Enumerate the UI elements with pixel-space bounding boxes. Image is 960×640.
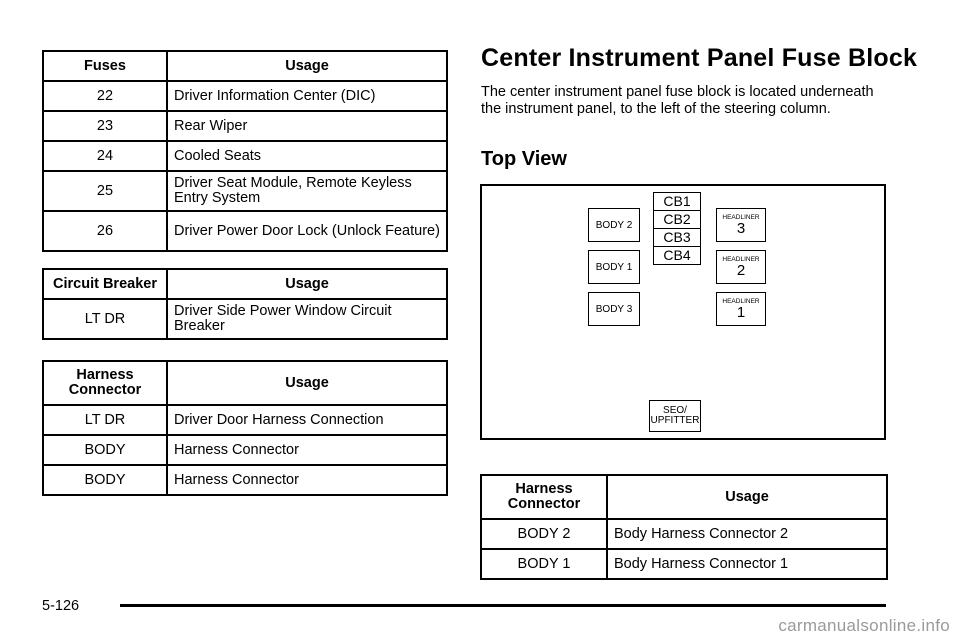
column-header: Harness Connector (481, 475, 607, 519)
table-header-row (43, 269, 447, 299)
fuse-number-cell: 23 (43, 111, 167, 141)
cb3-box (653, 228, 701, 247)
column-header: Harness Connector (43, 361, 167, 405)
headliner-1-box (716, 292, 766, 326)
box-label: BODY 2 (595, 219, 633, 231)
footer-divider (120, 604, 886, 607)
section-intro: The center instrument panel fuse block is located underneath the instrument panel, to the left of the steering column. (481, 84, 874, 117)
headliner-2-box (716, 250, 766, 284)
box-number: 1 (736, 303, 746, 321)
table-header-row (43, 361, 447, 405)
harness-connector-table-left (42, 360, 448, 496)
box-number: 3 (736, 219, 746, 237)
harness-connector-table-right (480, 474, 888, 580)
column-header: Usage (167, 51, 447, 81)
box-label: UPFITTER (650, 415, 700, 426)
box-label: BODY 1 (595, 261, 633, 273)
usage-cell: Driver Seat Module, Remote Keyless Entry System (167, 171, 447, 211)
fuse-block-diagram (480, 184, 886, 440)
seo-upfitter-box (649, 400, 701, 432)
usage-cell: Rear Wiper (167, 111, 447, 141)
page-number: 5-126 (42, 598, 80, 614)
box-label: CB4 (663, 247, 691, 263)
table-row (43, 435, 447, 465)
table-header-row (481, 475, 887, 519)
usage-cell: Body Harness Connector 1 (607, 549, 887, 579)
connector-cell: BODY 1 (481, 549, 607, 579)
connector-cell: BODY 2 (481, 519, 607, 549)
connector-cell: LT DR (43, 405, 167, 435)
table-row (43, 465, 447, 495)
body-3-box (588, 292, 640, 326)
table-row (43, 299, 447, 339)
usage-cell: Body Harness Connector 2 (607, 519, 887, 549)
table-row (43, 111, 447, 141)
box-label: CB3 (663, 229, 691, 245)
breaker-cell: LT DR (43, 299, 167, 339)
box-label: HEADLINER (722, 255, 760, 263)
box-label: SEO/ (663, 405, 687, 416)
usage-cell: Driver Door Harness Connection (167, 405, 447, 435)
usage-cell: Driver Side Power Window Circuit Breaker (167, 299, 447, 339)
section-subtitle: Top View (481, 148, 567, 170)
watermark: carmanualsonline.info (778, 616, 950, 635)
table-row (481, 549, 887, 579)
section-title: Center Instrument Panel Fuse Block (481, 44, 918, 72)
connector-cell: BODY (43, 465, 167, 495)
cb2-box (653, 210, 701, 229)
table-header-row (43, 51, 447, 81)
box-label: BODY 3 (595, 303, 633, 315)
cb4-box (653, 246, 701, 265)
usage-cell: Driver Power Door Lock (Unlock Feature) (167, 211, 447, 251)
table-row (43, 171, 447, 211)
column-header: Usage (167, 269, 447, 299)
column-header: Usage (607, 475, 887, 519)
box-label: HEADLINER (722, 213, 760, 221)
usage-cell: Harness Connector (167, 435, 447, 465)
column-header: Circuit Breaker (43, 269, 167, 299)
table-row (43, 211, 447, 251)
box-number: 2 (736, 261, 746, 279)
body-2-box (588, 208, 640, 242)
table-row (43, 141, 447, 171)
fuse-number-cell: 24 (43, 141, 167, 171)
usage-cell: Harness Connector (167, 465, 447, 495)
table-row (481, 519, 887, 549)
table-row (43, 405, 447, 435)
headliner-3-box (716, 208, 766, 242)
box-label: CB2 (663, 211, 691, 227)
fuse-number-cell: 22 (43, 81, 167, 111)
box-label: HEADLINER (722, 297, 760, 305)
connector-cell: BODY (43, 435, 167, 465)
body-1-box (588, 250, 640, 284)
cb1-box (653, 192, 701, 211)
column-header: Usage (167, 361, 447, 405)
fuse-number-cell: 26 (43, 211, 167, 251)
usage-cell: Driver Information Center (DIC) (167, 81, 447, 111)
usage-cell: Cooled Seats (167, 141, 447, 171)
fuses-table (42, 50, 448, 252)
table-row (43, 81, 447, 111)
circuit-breaker-table (42, 268, 448, 340)
fuse-number-cell: 25 (43, 171, 167, 211)
box-label: CB1 (663, 193, 691, 209)
column-header: Fuses (43, 51, 167, 81)
